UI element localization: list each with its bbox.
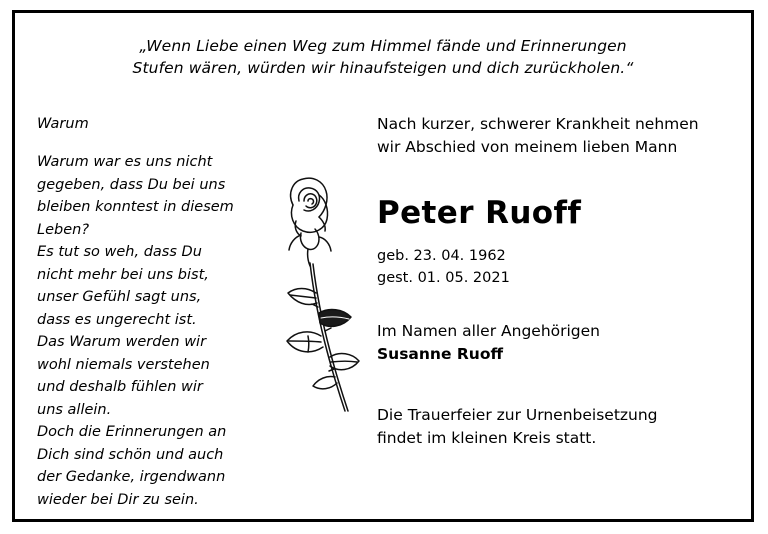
poem-line: Leben?: [37, 221, 90, 238]
survivor-name: Susanne Ruoff: [377, 344, 504, 363]
memorial-quote-line-2: Stufen wären, würden wir hinaufsteigen und dich zurückholen.“: [132, 59, 634, 78]
memorial-quote: [15, 35, 751, 80]
behalf-line: Im Namen aller Angehörigen: [377, 321, 601, 340]
funeral-info: [377, 404, 727, 451]
obituary-notice-card: [12, 10, 754, 522]
poem-line: nicht mehr bei uns bist,: [37, 266, 209, 283]
rose-with-stem-drawing: [263, 171, 373, 421]
poem-line: wohl niemals verstehen: [37, 356, 210, 373]
poem-line: Es tut so weh, dass Du: [37, 244, 202, 261]
poem-line: Dich sind schön und auch: [37, 446, 224, 463]
announcement-intro-line: wir Abschied von meinem lieben Mann: [377, 138, 678, 157]
poem-block: [37, 113, 252, 511]
poem-line: Warum war es uns nicht: [37, 154, 213, 171]
announcement-intro: [377, 113, 727, 160]
death-date: gest. 01. 05. 2021: [377, 269, 510, 286]
poem-line: uns allein.: [37, 401, 112, 418]
poem-line: gegeben, dass Du bei uns: [37, 176, 226, 193]
poem-line: und deshalb fühlen wir: [37, 379, 203, 396]
poem-title: Warum: [37, 116, 89, 132]
memorial-quote-line-1: „Wenn Liebe einen Weg zum Himmel fände und Erinnerungen: [139, 37, 627, 55]
poem-line: unser Gefühl sagt uns,: [37, 289, 202, 306]
funeral-info-line: Die Trauerfeier zur Urnenbeisetzung: [377, 406, 658, 424]
poem-line: Doch die Erinnerungen an: [37, 424, 227, 441]
deceased-name: Peter Ruoff: [377, 194, 582, 231]
poem-line: dass es ungerecht ist.: [37, 311, 197, 328]
poem-line: wieder bei Dir zu sein.: [37, 491, 199, 508]
poem-line: Das Warum werden wir: [37, 334, 207, 351]
life-dates: [377, 246, 727, 290]
obituary-content: [15, 13, 751, 519]
poem-line: bleiben konntest in diesem: [37, 199, 234, 216]
funeral-info-line: findet im kleinen Kreis statt.: [377, 429, 597, 448]
poem-line: der Gedanke, irgendwann: [37, 469, 226, 486]
poem-body: [37, 151, 252, 511]
birth-date: geb. 23. 04. 1962: [377, 248, 506, 264]
announcement-intro-line: Nach kurzer, schwerer Krankheit nehmen: [377, 115, 699, 133]
announcement-block: [377, 113, 727, 451]
behalf-block: [377, 320, 727, 367]
